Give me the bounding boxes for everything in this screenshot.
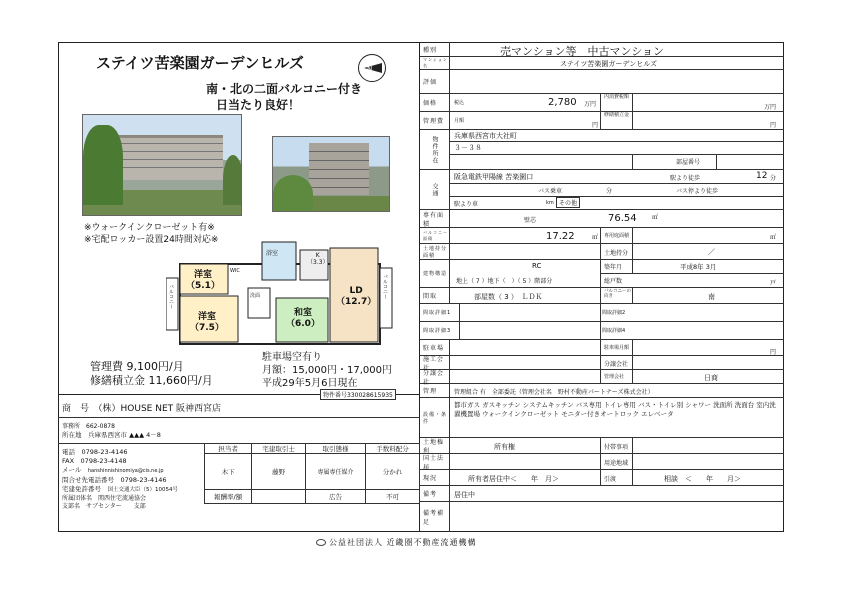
row-parking — [420, 340, 784, 356]
repair-unit: 円 — [770, 122, 777, 129]
property-type: 売マンション等 中古マンション — [500, 45, 665, 58]
location-city: 兵庫県西宮市大社町 — [454, 132, 517, 140]
staff-header-fee: 手数料配分 — [365, 444, 419, 454]
room-ld-name: LD — [349, 286, 363, 296]
contact-row — [62, 475, 167, 484]
tel-label: 電話 — [62, 448, 75, 456]
label-parking: 駐車場 — [420, 340, 450, 355]
row-land-right — [420, 438, 784, 454]
label-walk: 駅より徒歩 — [670, 175, 701, 182]
location-block: ３－３８ — [454, 144, 482, 152]
walk-unit: 分 — [770, 175, 777, 182]
label-law: 国土法届 — [420, 454, 450, 469]
company-mail[interactable]: hanshinnishinomiya@cis.ne.jp — [87, 468, 164, 474]
label-seller: 分譲会社 — [604, 361, 629, 368]
org-logo-icon — [316, 539, 326, 546]
management: 管理組合 有 全部委託（管理会社名 野村不動産パートナーズ株式会社） — [454, 389, 654, 396]
room-bath: 浴室 — [266, 250, 279, 257]
row-facilities — [420, 398, 784, 438]
company-block — [58, 392, 420, 510]
label-supplement: 備考補足 — [420, 502, 450, 532]
row-supplement — [420, 502, 784, 532]
row-structure — [420, 260, 784, 288]
mail-row — [62, 465, 164, 474]
structure: RC — [532, 262, 542, 270]
row-layout — [420, 288, 784, 304]
area-measure: 壁芯 — [524, 217, 537, 224]
office-label: 事務所 — [62, 423, 81, 430]
svg-text:N: N — [367, 65, 373, 73]
label-zoning: 用途地域 — [604, 460, 629, 467]
built-date: 平成8年 3月 — [680, 263, 717, 271]
parking-availability: 駐車場空有り — [262, 352, 322, 363]
label-location: 物件所在 — [420, 130, 450, 169]
room-kitchen-size: （3.3） — [307, 259, 329, 266]
price-unit: 万円 — [584, 101, 597, 108]
row-builder — [420, 356, 784, 370]
label-mgmt-company: 管理会社 — [604, 374, 625, 380]
room-western-2 — [190, 312, 224, 334]
headline-1: 南・北の二面バルコニー付き — [206, 82, 363, 96]
label-status: 現況 — [420, 470, 450, 485]
building-photo-2 — [272, 136, 390, 212]
row-remarks — [420, 486, 784, 502]
balcony-south: バルコニー — [382, 274, 388, 299]
room-japanese-name: 和室 — [293, 308, 312, 318]
branch-name: サブセンター 支部 — [86, 503, 146, 510]
compass-icon — [358, 54, 386, 82]
facilities: 都市ガス ガスキッチン システムキッチン バス専用 トイレ専用 バス・トイレ別 シャワー 洗面所 洗面台 室内洗濯機置場 ウォークインクローゼット モニター付きオートロック エレベータ — [454, 401, 776, 418]
label-mansion-name: マンション名 — [420, 57, 450, 69]
row-layout-detail-b — [420, 322, 784, 340]
staff-header-broker: 宅建取引士 — [252, 444, 306, 454]
label-land-area: 土地持分面積 — [420, 244, 450, 259]
staff-header-mode: 取引態様 — [306, 444, 366, 454]
contact-tel: 0798-23-4146 — [120, 476, 167, 484]
room-ld-size: （12.7） — [336, 297, 377, 307]
left-panel — [58, 42, 420, 532]
land-right: 所有権 — [494, 443, 515, 451]
label-repair: 修繕積立金 — [604, 112, 630, 118]
contact-label: 問合せ先電話番号 — [62, 476, 114, 484]
price-tax-note: 税込 — [454, 100, 465, 106]
reward-label: 報酬率/額 — [205, 490, 252, 504]
land-share: ／ — [708, 248, 715, 256]
ad-label: 広告 — [306, 490, 366, 504]
label-parking-fee: 駐車場月額 — [604, 345, 630, 351]
management-fee: 管理費 9,100円/月 — [90, 360, 184, 373]
label-management: 管理 — [420, 384, 450, 397]
label-room-number: 部屋番号 — [676, 159, 701, 166]
private-unit: ㎡ — [770, 234, 777, 241]
footer-organization — [316, 537, 477, 548]
address-row — [62, 430, 161, 439]
row-mgmt — [420, 112, 784, 130]
label-tax: 内消費税額 — [604, 94, 630, 100]
label-builder: 施工会社 — [420, 356, 450, 369]
balcony-direction: 南 — [708, 293, 715, 301]
row-management — [420, 384, 784, 398]
room-japanese — [286, 308, 320, 330]
company-name-label: 商 号 — [62, 404, 90, 414]
row-balcony — [420, 228, 784, 244]
car-km-unit: km — [546, 200, 554, 206]
row-type — [420, 42, 784, 57]
assoc-label: 所属団体名 — [62, 495, 93, 502]
bus-unit: 分 — [606, 188, 613, 195]
label-layout: 間取 — [420, 288, 450, 303]
label-other-traffic: その他 — [556, 197, 580, 208]
row-layout-detail-a — [420, 304, 784, 322]
row-status — [420, 470, 784, 486]
mail-label: メール — [62, 466, 82, 474]
room-japanese-size: （6.0） — [286, 319, 320, 329]
room-wash: 洗面 — [250, 293, 261, 299]
label-car: 駅より車 — [454, 201, 479, 208]
status: 所有者居住中＜ 年 月＞ — [468, 475, 559, 483]
label-bus: バス乗車 — [538, 188, 563, 195]
layout: 部屋数（ 3 ） ＬＤＫ — [474, 293, 543, 301]
building-photo-1 — [82, 114, 242, 216]
label-eval: 評価 — [420, 70, 450, 93]
label-area: 専有面積 — [420, 210, 450, 227]
delivery: 相談 ＜ 年 月＞ — [664, 475, 741, 483]
fax-row — [62, 456, 127, 465]
tel-row — [62, 447, 128, 456]
staff-agent: 木下 — [205, 454, 252, 490]
row-name — [420, 57, 784, 70]
row-area — [420, 210, 784, 228]
note-delivery-locker: ※宅配ロッカー設置24時間対応※ — [84, 235, 219, 245]
room-western-2-size: （7.5） — [190, 323, 224, 333]
label-private-garden: 専用庭面積 — [604, 233, 630, 239]
label-land-share: 土地持分 — [604, 250, 629, 257]
label-facilities: 設備・条件 — [420, 398, 450, 437]
branch-label: 支部名 — [62, 503, 81, 510]
fax-label: FAX — [62, 457, 75, 465]
staff-fee: 分かれ — [365, 454, 419, 490]
units-unit: 戸 — [770, 280, 777, 287]
parking-fee-unit: 円 — [770, 349, 777, 356]
property-number — [320, 389, 396, 400]
label-remarks: 備考 — [420, 486, 450, 501]
area-value: 76.54 — [608, 213, 637, 224]
label-layout-detail-1: 間取詳細1 — [420, 304, 460, 321]
parking-fee: 月額：15,000円・17,000円 — [262, 365, 392, 376]
price-value: 2,780 — [548, 97, 577, 108]
label-land-right: 土地権利 — [420, 438, 450, 453]
row-location — [420, 130, 784, 170]
repair-reserve: 修繕積立金 11,660円/月 — [90, 374, 213, 387]
room-kitchen — [307, 252, 329, 266]
row-law — [420, 454, 784, 470]
room-kitchen-name: K — [315, 252, 320, 259]
office-postal: 662-0878 — [86, 423, 115, 430]
room-western-2-name: 洋室 — [197, 312, 216, 322]
branch-row — [62, 501, 146, 510]
room-living-dining — [336, 286, 376, 308]
label-total-units: 総戸数 — [604, 278, 623, 285]
staff-broker: 藤野 — [252, 454, 306, 490]
label-seller-2: 分譲会社 — [420, 370, 450, 383]
mgmt-company: 日商 — [704, 374, 718, 382]
room-western-1 — [186, 270, 220, 292]
label-notice: 付帯事項 — [604, 444, 629, 451]
license-row — [62, 484, 178, 493]
label-structure: 建物構造 — [420, 260, 450, 287]
balcony-area: 17.22 — [546, 231, 575, 242]
label-mgmt-fee: 管理費 — [420, 112, 450, 129]
staff-header-agent: 担当者 — [205, 444, 252, 454]
company-name-row — [62, 401, 221, 414]
property-number-value: 330028615935 — [347, 392, 393, 399]
room-western-1-name: 洋室 — [193, 270, 212, 280]
label-layout-detail-3: 間取詳細3 — [420, 322, 460, 339]
mansion-name: ステイツ苦楽園ガーデンヒルズ — [560, 60, 658, 68]
label-traffic: 交通 — [420, 170, 450, 209]
room-western-1-size: （5.1） — [186, 281, 220, 291]
row-traffic — [420, 170, 784, 210]
area-unit: ㎡ — [652, 214, 659, 221]
row-mgmt-company — [420, 370, 784, 384]
label-bus-walk: バス停より徒歩 — [676, 188, 719, 195]
row-eval — [420, 70, 784, 94]
nearest-station: 阪急電鉄甲陽線 苦楽園口 — [454, 173, 534, 181]
label-delivery: 引渡 — [604, 476, 617, 483]
company-fax: 0798-23-4148 — [80, 457, 127, 465]
company-tel: 0798-23-4146 — [81, 448, 128, 456]
company-address: 兵庫県西宮市 ▲▲▲ 4－8 — [88, 431, 161, 439]
parking-date: 平成29年5月6日現在 — [262, 378, 358, 389]
property-title: ステイツ苦楽園ガーデンヒルズ — [96, 54, 304, 72]
headline-2: 日当たり良好！ — [216, 98, 301, 112]
label-type: 種別 — [420, 42, 450, 56]
ad-value: 不可 — [365, 490, 419, 504]
mgmt-monthly: 月額 — [454, 118, 465, 124]
property-number-label: 物件番号 — [323, 392, 348, 399]
office-row — [62, 421, 115, 430]
balcony-north: バルコニー — [168, 284, 174, 309]
tax-unit: 万円 — [764, 104, 777, 111]
remarks: 居住中 — [454, 491, 475, 499]
label-layout-detail-2: 間取詳細2 — [602, 310, 626, 316]
floors: 地上（ 7 ）地下（ ）（ 5 ）階部分 — [456, 278, 553, 285]
row-price — [420, 94, 784, 112]
company-name: （株）HOUSE NET 阪神西宮店 — [98, 404, 222, 414]
license-number: 国土交通大臣（5）10054号 — [107, 487, 178, 493]
room-wic: WIC — [230, 268, 240, 274]
assoc-name: 関西住宅流通協会 — [98, 495, 147, 502]
license-label: 宅建免許番号 — [62, 485, 101, 493]
walk-minutes: 12 — [756, 171, 768, 181]
staff-mode: 専属専任媒介 — [306, 454, 366, 490]
label-built: 築年月 — [604, 264, 623, 271]
note-walkin-closet: ※ウォークインクローゼット有※ — [84, 223, 215, 233]
balcony-unit: ㎡ — [592, 234, 599, 241]
address-label: 所在地 — [62, 431, 82, 439]
staff-table — [204, 443, 420, 504]
label-price: 価格 — [420, 94, 450, 111]
mgmt-unit: 円 — [592, 122, 599, 129]
row-land — [420, 244, 784, 260]
footer-text: 公益社団法人 近畿圏不動産流通機構 — [329, 538, 477, 547]
label-balcony-direction: バルコニーの向き — [604, 289, 631, 299]
label-layout-detail-4: 間取詳細4 — [602, 328, 626, 334]
label-balcony-area: バルコニー面積 — [420, 228, 450, 243]
